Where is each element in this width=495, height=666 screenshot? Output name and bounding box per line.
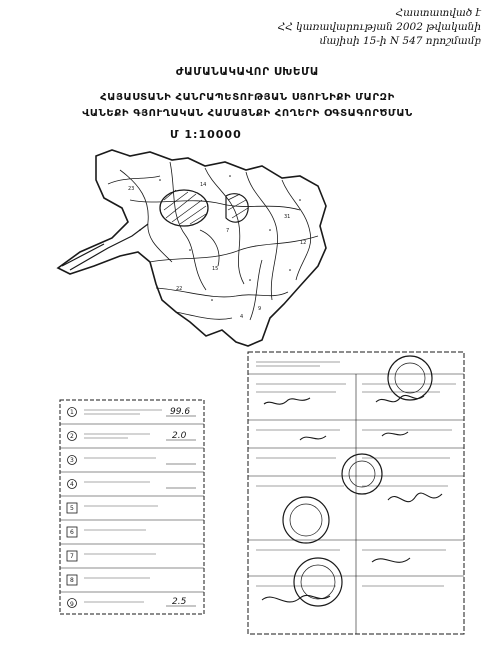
stamp-4 xyxy=(388,356,432,400)
approval-line-1: Հաստատված է xyxy=(395,7,481,19)
stamp-2 xyxy=(342,454,382,494)
svg-text:23: 23 xyxy=(128,186,135,192)
legend-symbol-7: 7 xyxy=(70,553,74,560)
map-parcel-lines xyxy=(108,162,318,320)
official-stamps xyxy=(283,356,432,606)
land-use-map xyxy=(58,150,326,346)
approval-line-3: մայիսի 15-ի N 547 որոշմամբ xyxy=(319,35,481,47)
svg-text:9: 9 xyxy=(258,306,262,312)
legend-value-9: 2.5 xyxy=(172,597,187,607)
svg-text:22: 22 xyxy=(176,286,183,292)
svg-text:12: 12 xyxy=(300,240,307,246)
subtitle-line-2: ՎԱՆԵՔԻ ԳՅՈՒՂԱԿԱՆ ՀԱՄԱՅՆՔԻ ՀՈՂԵՐԻ ՕԳՏԱԳՈՐԾՄԱՆ xyxy=(82,108,413,119)
legend-symbol-3: 3 xyxy=(70,457,74,464)
legend-symbol-8: 8 xyxy=(70,577,74,584)
legend-row-dividers xyxy=(60,424,204,592)
legend-symbol-6: 6 xyxy=(70,529,74,536)
scale-label: Մ 1:10000 xyxy=(170,128,242,141)
signature-block xyxy=(248,352,464,634)
legend-symbol-5: 5 xyxy=(70,505,74,512)
subtitle-line-1: ՀԱՅԱՍՏԱՆԻ ՀԱՆՐԱՊԵՏՈՒԹՅԱՆ ՍՅՈՒՆԻՔԻ ՄԱՐԶԻ xyxy=(100,92,395,103)
svg-text:15: 15 xyxy=(212,266,219,272)
legend-value-slots xyxy=(166,416,196,606)
signature-scribbles xyxy=(262,395,442,602)
svg-text:31: 31 xyxy=(284,214,291,220)
svg-text:4: 4 xyxy=(240,314,244,320)
map-outline xyxy=(58,150,326,346)
legend-value-2: 2.0 xyxy=(172,431,187,441)
legend-symbol-4: 4 xyxy=(70,481,74,488)
legend-text-lines xyxy=(84,410,162,602)
document-title: ԺԱՄԱՆԱԿԱՎՈՐ ՍԽԵՄԱ xyxy=(175,66,320,78)
legend-symbol-1: 1 xyxy=(70,409,74,416)
map-arm xyxy=(62,224,148,270)
map-speckle xyxy=(139,175,301,301)
legend-symbol-2: 2 xyxy=(70,433,74,440)
svg-text:14: 14 xyxy=(200,182,207,188)
legend-value-1: 99.6 xyxy=(170,407,191,417)
map-hatched-area xyxy=(160,190,248,226)
approval-line-2: ՀՀ կառավարության 2002 թվականի xyxy=(277,21,481,33)
signature-row-dividers xyxy=(248,374,464,634)
legend-symbol-9: 9 xyxy=(70,601,74,608)
svg-text:7: 7 xyxy=(226,228,230,234)
